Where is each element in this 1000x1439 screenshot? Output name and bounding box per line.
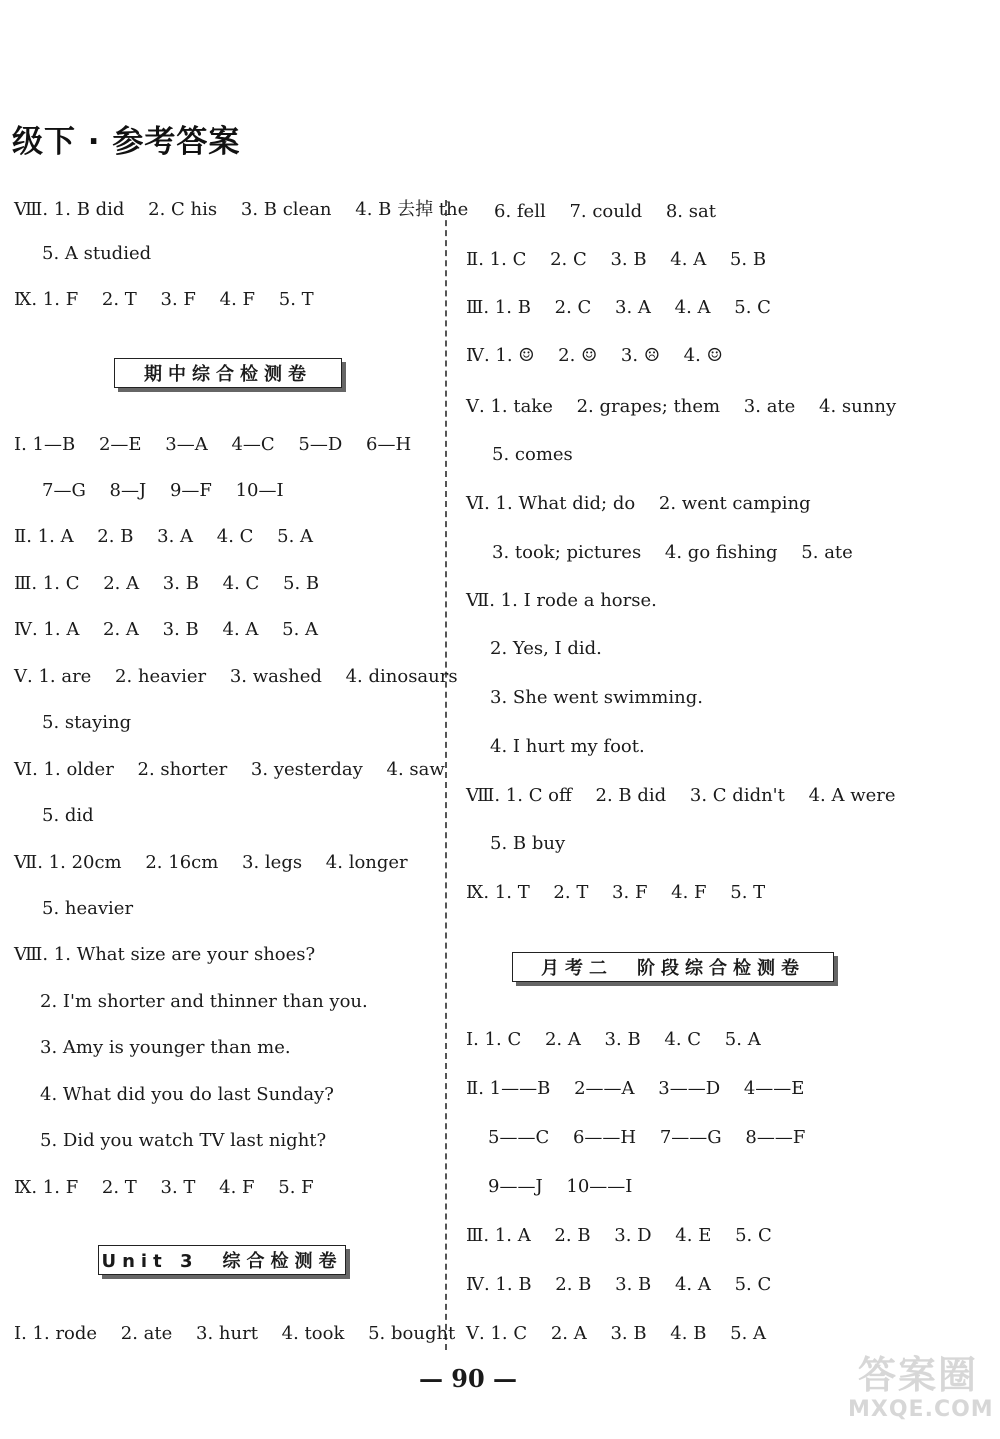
answer-line: Ⅰ. 1. C 2. A 3. B 4. C 5. A	[466, 1029, 761, 1050]
answer-line: 2. I'm shorter and thinner than you.	[40, 991, 368, 1012]
answer-line: 6. fell 7. could 8. sat	[494, 201, 716, 222]
answer-line: Ⅶ. 1. 20cm 2. 16cm 3. legs 4. longer	[14, 852, 408, 873]
section-heading: 期中综合检测卷	[114, 358, 342, 388]
column-divider	[445, 200, 447, 1350]
answer-line: 2. Yes, I did.	[490, 638, 602, 659]
answer-line: Ⅸ. 1. F 2. T 3. F 4. F 5. T	[14, 289, 314, 310]
page-title: 级下 · 参考答案	[12, 124, 241, 160]
answer-line: Ⅲ. 1. C 2. A 3. B 4. C 5. B	[14, 573, 320, 594]
answer-line: Ⅲ. 1. A 2. B 3. D 4. E 5. C	[466, 1225, 772, 1246]
answer-line: 5. Did you watch TV last night?	[40, 1130, 327, 1151]
answer-line: Ⅰ. 1—B 2—E 3—A 4—C 5—D 6—H	[14, 434, 412, 455]
answer-line: Ⅵ. 1. older 2. shorter 3. yesterday 4. saw	[14, 759, 445, 780]
answer-line: Ⅳ. 1. A 2. A 3. B 4. A 5. A	[14, 619, 319, 640]
answer-line: Ⅱ. 1. C 2. C 3. B 4. A 5. B	[466, 249, 767, 270]
answer-line: 3. took; pictures 4. go fishing 5. ate	[492, 542, 853, 563]
answer-line: 5. did	[42, 805, 94, 826]
answer-line: 4. I hurt my foot.	[490, 736, 645, 757]
answer-line: Ⅴ. 1. C 2. A 3. B 4. B 5. A	[466, 1323, 767, 1344]
answer-line: Ⅶ. 1. I rode a horse.	[466, 590, 657, 611]
answer-line: 5. A studied	[42, 243, 152, 264]
answer-line: 5. staying	[42, 712, 132, 733]
answer-line: Ⅸ. 1. T 2. T 3. F 4. F 5. T	[466, 882, 766, 903]
answer-line: Ⅷ. 1. What size are your shoes?	[14, 944, 316, 965]
watermark-logo	[848, 1353, 994, 1431]
answer-line: 5——C 6——H 7——G 8——F	[488, 1127, 806, 1148]
answer-line: 5. heavier	[42, 898, 134, 919]
answer-line: 5. comes	[492, 444, 573, 465]
answer-line: Ⅴ. 1. are 2. heavier 3. washed 4. dinosaurs	[14, 666, 458, 687]
answer-line: Ⅸ. 1. F 2. T 3. T 4. F 5. F	[14, 1177, 314, 1198]
answer-line: Ⅲ. 1. B 2. C 3. A 4. A 5. C	[466, 297, 771, 318]
answer-line: Ⅵ. 1. What did; do 2. went camping	[466, 493, 811, 514]
watermark-top: 答案圈	[857, 1353, 978, 1397]
answer-line: Ⅷ. 1. C off 2. B did 3. C didn't 4. A were	[466, 785, 896, 806]
answer-line: 4. What did you do last Sunday?	[40, 1084, 334, 1105]
answer-line: 3. She went swimming.	[490, 687, 703, 708]
answer-line: Ⅳ. 1. B 2. B 3. B 4. A 5. C	[466, 1274, 772, 1295]
page-number: — 90 —	[418, 1364, 518, 1393]
section-heading: Unit 3 综合检测卷	[98, 1245, 346, 1275]
answer-line: Ⅱ. 1. A 2. B 3. A 4. C 5. A	[14, 526, 314, 547]
answer-line: 3. Amy is younger than me.	[40, 1037, 291, 1058]
answer-line: 5. B buy	[490, 833, 566, 854]
answer-line: 9——J 10——I	[488, 1176, 633, 1197]
answer-line: Ⅰ. 1. rode 2. ate 3. hurt 4. took 5. bought	[14, 1323, 456, 1344]
answer-line: 7—G 8—J 9—F 10—I	[42, 480, 284, 501]
answer-line: Ⅳ. 1. ☺ 2. ☺ 3. ☹ 4. ☺	[466, 345, 723, 366]
answer-line: Ⅷ. 1. B did 2. C his 3. B clean 4. B 去掉 the	[14, 199, 469, 220]
answer-line: Ⅱ. 1——B 2——A 3——D 4——E	[466, 1078, 805, 1099]
section-heading: 月考二 阶段综合检测卷	[512, 952, 834, 982]
answer-line: Ⅴ. 1. take 2. grapes; them 3. ate 4. sunny	[466, 396, 897, 417]
watermark-bottom: MXQE.COM	[848, 1397, 994, 1422]
